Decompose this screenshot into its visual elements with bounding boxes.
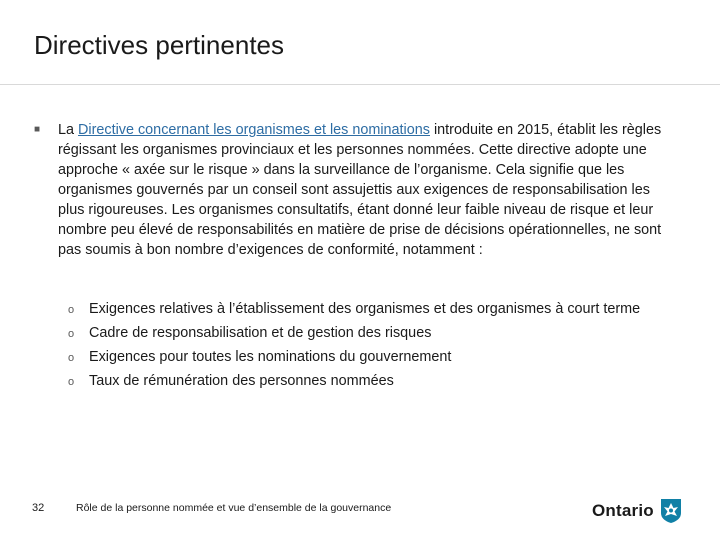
square-bullet-icon: ■ [34, 124, 41, 135]
list-item [68, 300, 658, 319]
list-item-text: Exigences relatives à l’établissement des organismes et des organismes à court terme [89, 301, 641, 317]
title-divider [0, 84, 720, 85]
circle-bullet-icon: o [68, 376, 75, 388]
list-item-text: Cadre de responsabilisation et de gestion des risques [89, 325, 432, 341]
main-bullet-text [58, 120, 680, 260]
requirements-list [68, 300, 658, 396]
list-item [68, 372, 658, 391]
list-item [68, 348, 658, 367]
directive-link[interactable]: Directive concernant les organismes et les nominations [78, 122, 430, 138]
main-bullet [34, 120, 680, 260]
footer-caption: Rôle de la personne nommée et vue d’ensemble de la gouvernance [76, 502, 392, 514]
main-bullet-body: introduite en 2015, établit les règles régissant les organismes provinciaux et les personnes nommées. Cette directive adopte une approche « axée sur le risque » dans la surveillance de l’organisme. Cela signifie que les organismes gouvernés par un conseil sont assujettis aux exigences de responsabilisation les plus rigoureuses. Les organismes consultatifs, étant donné leur faible niveau de risque et leur nombre peu élevé de responsabilités en matière de prise de décisions opérationnelles, ne sont pas soumis à bon nombre d’exigences de conformité, notamment : [58, 122, 662, 258]
slide-title: Directives pertinentes [34, 30, 284, 60]
list-item [68, 324, 658, 343]
list-item-text: Taux de rémunération des personnes nommées [89, 373, 394, 389]
circle-bullet-icon: o [68, 304, 75, 316]
ontario-logo [592, 496, 683, 526]
logo-wordmark: Ontario [592, 501, 654, 520]
list-item-text: Exigences pour toutes les nominations du gouvernement [89, 349, 452, 365]
page-number: 32 [32, 502, 45, 514]
circle-bullet-icon: o [68, 328, 75, 340]
circle-bullet-icon: o [68, 352, 75, 364]
trillium-icon [659, 498, 683, 524]
main-bullet-prefix: La [58, 122, 79, 138]
